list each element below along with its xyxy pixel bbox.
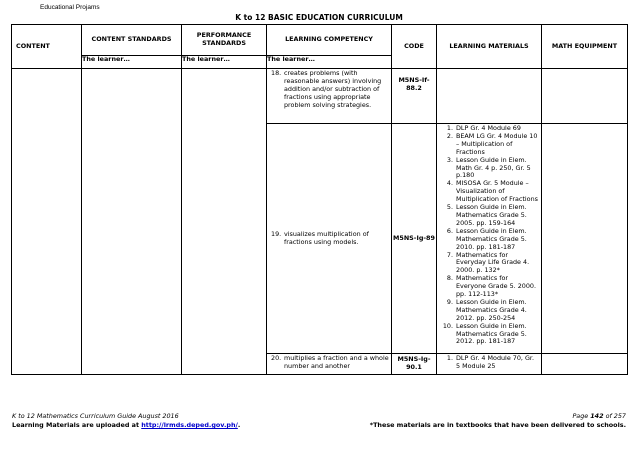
competency-cell: [267, 69, 392, 124]
table-row: [12, 69, 628, 124]
footer-uploaded: [12, 421, 240, 429]
material-number: 1.: [446, 354, 453, 362]
page-number: 142: [590, 412, 604, 420]
materials-cell: [437, 124, 542, 354]
material-text: Lesson Guide in Elem. Mathematics Grade 5. 2010. pp. 181-187: [456, 226, 527, 251]
list-item: [439, 299, 539, 323]
subheader-performance-standards: The learner…: [182, 56, 267, 69]
material-number: 2.: [446, 131, 453, 140]
material-number: 5.: [446, 203, 453, 212]
code-text: M5NS-Ig-90.1: [397, 355, 431, 371]
list-item: [439, 157, 539, 181]
material-number: 4.: [446, 179, 453, 188]
subheader-content-standards: The learner…: [82, 56, 182, 69]
code-cell: [392, 69, 437, 124]
materials-cell: [437, 69, 542, 124]
list-item: [439, 323, 539, 347]
competency-number: 19.: [271, 230, 282, 239]
material-number: 7.: [446, 250, 453, 259]
header-row: [12, 25, 628, 56]
footer-note: *These materials are in textbooks that have been delivered to schools.: [369, 421, 626, 429]
header-learning-competency: LEARNING COMPETENCY: [267, 25, 392, 56]
material-text: DLP Gr. 4 Module 70, Gr. 5 Module 25: [456, 354, 535, 370]
material-text: Lesson Guide in Elem. Mathematics Grade 5. 2005. pp. 159-164: [456, 203, 527, 227]
page-indicator: [572, 412, 626, 420]
material-text: Lesson Guide in Elem. Math Gr. 4 p. 250, Gr. 5 p.180: [456, 155, 531, 180]
materials-list: [437, 124, 541, 346]
competency-number: 20.: [271, 354, 282, 362]
page-title: K to 12 BASIC EDUCATION CURRICULUM: [235, 13, 403, 22]
equipment-cell: [542, 354, 628, 375]
header-performance-standards: PERFORMANCE STANDARDS: [182, 25, 267, 56]
footer-guide: K to 12 Mathematics Curriculum Guide August 2016: [12, 412, 179, 420]
equipment-cell: [542, 69, 628, 124]
material-number: 3.: [446, 155, 453, 164]
footer-uploaded-prefix: Learning Materials are uploaded at: [12, 421, 142, 429]
materials-list: [437, 354, 541, 371]
material-text: MISOSA Gr. 5 Module – Visualization of Multiplication of Fractions: [456, 179, 538, 204]
lrmds-link[interactable]: http://lrmds.deped.gov.ph/: [141, 421, 238, 429]
list-item: [439, 133, 539, 157]
content-cell: [12, 69, 82, 375]
performance-standards-cell: [182, 69, 267, 375]
code-cell: [392, 124, 437, 354]
material-text: BEAM LG Gr. 4 Module 10 – Multiplication of Fractions: [456, 131, 538, 156]
code-cell: [392, 354, 437, 375]
list-item: [439, 204, 539, 228]
subheader-learning-competency: The learner…: [267, 56, 392, 69]
material-number: 9.: [446, 297, 453, 306]
competency-number: 18.: [271, 69, 282, 77]
header-code: CODE: [392, 25, 437, 69]
list-item: [439, 252, 539, 276]
material-text: Mathematics for Everyone Grade 5. 2000. pp. 112-113*: [456, 274, 537, 299]
competency-cell: [267, 124, 392, 354]
list-item: [439, 355, 539, 371]
list-item: [439, 180, 539, 204]
footer-uploaded-suffix: .: [237, 421, 241, 429]
material-text: Mathematics for Everyday Life Grade 4. 2000. p. 132*: [456, 250, 530, 275]
materials-cell: [437, 354, 542, 375]
competency-text: multiplies a fraction and a whole number and another: [284, 354, 389, 370]
material-text: DLP Gr. 4 Module 69: [456, 124, 521, 132]
list-item: [439, 275, 539, 299]
content-standards-cell: [82, 69, 182, 375]
material-number: 8.: [446, 274, 453, 283]
page-label: Page: [572, 412, 591, 420]
equipment-cell: [542, 124, 628, 354]
header-math-equipment: MATH EQUIPMENT: [542, 25, 628, 69]
code-text: M5NS-Ig-89: [393, 233, 435, 242]
brand-label: Educational Projams: [40, 4, 100, 11]
material-text: Lesson Guide in Elem. Mathematics Grade 4. 2012. pp. 250-254: [456, 297, 527, 322]
competency-text: creates problems (with reasonable answers) involving addition and/or subtraction of fractions using appropriate problem solving strategies.: [284, 69, 382, 109]
header-content: CONTENT: [12, 25, 82, 69]
competency-cell: [267, 354, 392, 375]
list-item: [439, 228, 539, 252]
header-content-standards: CONTENT STANDARDS: [82, 25, 182, 56]
curriculum-table: [11, 24, 628, 375]
material-number: 6.: [446, 226, 453, 235]
competency-text: visualizes multiplication of fractions using models.: [284, 230, 369, 246]
header-learning-materials: LEARNING MATERIALS: [437, 25, 542, 69]
material-text: Lesson Guide in Elem. Mathematics Grade 5. 2012. pp. 181-187: [456, 321, 527, 346]
material-number: 10.: [442, 321, 453, 330]
code-text: M5NS-If-88.2: [398, 76, 430, 92]
page-total: of 257: [603, 412, 626, 420]
material-number: 1.: [446, 124, 453, 132]
